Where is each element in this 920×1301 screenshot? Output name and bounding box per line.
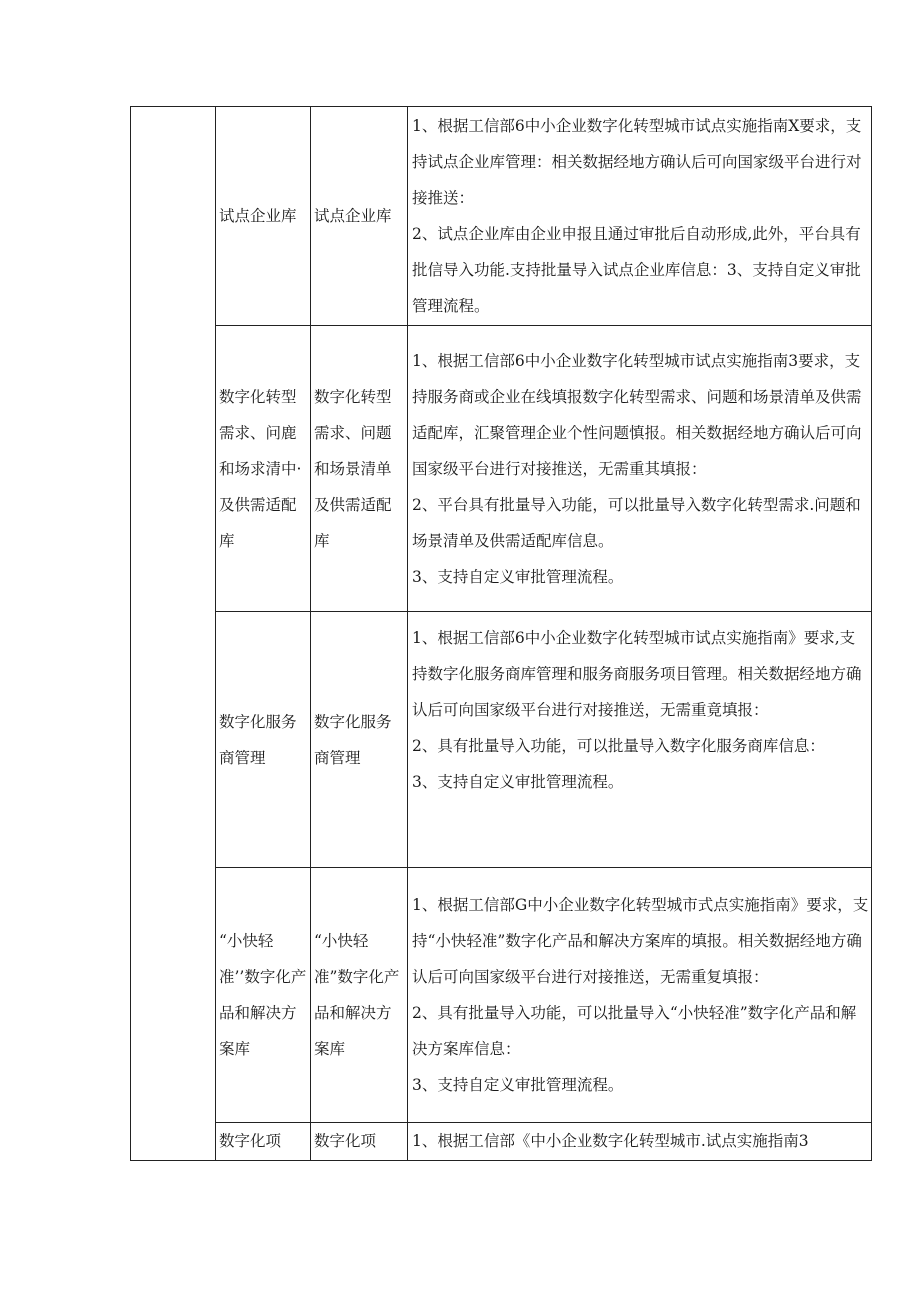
- function-name-cell: [311, 107, 408, 326]
- requirement-text: [408, 1123, 871, 1159]
- requirement-cell: [408, 1123, 872, 1161]
- requirement-item: 3、支持自定义审批管理流程。: [412, 773, 624, 791]
- module-name: 数字化项: [219, 1132, 282, 1150]
- category-cell: [131, 107, 216, 1161]
- table-row: [131, 326, 872, 612]
- requirement-item: 1、根据工信部6中小企业数字化转型城市试点实施指南3要求，支持服务商或企业在线填报数字化转型需求、问题和场景清单及供需适配库，汇聚管理企业个性问题慎报。相关数据经地方确认后可向国家级平台进行对接推送，无需重其填报：: [412, 351, 862, 478]
- module-name: 数字化转型需求、问鹿和场求清中·及供需适配库: [219, 387, 302, 550]
- requirement-item: 2、具有批量导入功能，可以批量导入“小快轻准”数字化产品和解决方案库信息：: [412, 1004, 857, 1058]
- requirement-item: 2、具有批量导入功能，可以批量导入数字化服务商库信息：: [412, 737, 825, 755]
- module-name-cell: [216, 1123, 311, 1161]
- requirement-item: 1、根据工信部G中小企业数字化转型城市式点实施指南》要求，支持“小快轻准”数字化产品和解决方案库的填报。相关数据经地方确认后可向国家级平台进行对接推送，无需重复填报：: [412, 896, 869, 986]
- requirement-item: 1、根据工信部《中小企业数字化转型城市.试点实施指南3: [412, 1132, 809, 1150]
- function-name: 试点企业库: [314, 207, 392, 225]
- function-name: “小快轻准”数字化产品和解决方案库: [314, 932, 400, 1058]
- function-name-cell: [311, 1123, 408, 1161]
- function-name-cell: [311, 868, 408, 1123]
- requirement-cell: [408, 868, 872, 1123]
- requirement-text: [408, 887, 871, 1103]
- requirement-item: 2、试点企业库由企业申报且通过审批后自动形成,此外，平台具有批信导入功能.支持批量导入试点企业库信息：3、支持自定义审批管理流程。: [412, 225, 861, 315]
- function-name-cell: [311, 612, 408, 868]
- function-name: 数字化服务商管理: [314, 712, 392, 767]
- function-name: 数字化项: [314, 1132, 377, 1150]
- requirement-item: 3、支持自定义审批管理流程。: [412, 567, 624, 586]
- table-row: [131, 868, 872, 1123]
- table-row: [131, 1123, 872, 1161]
- requirement-cell: [408, 612, 872, 868]
- function-name-cell: [311, 326, 408, 612]
- requirement-text: [408, 343, 871, 595]
- requirement-text: [408, 612, 871, 800]
- module-name: 数字化服务商管理: [219, 712, 297, 767]
- module-name: 试点企业库: [219, 207, 297, 225]
- requirement-cell: [408, 107, 872, 326]
- module-name-cell: [216, 868, 311, 1123]
- requirement-cell: [408, 326, 872, 612]
- module-name-cell: [216, 107, 311, 326]
- function-name: 数字化转型需求、问题和场景清单及供需适配库: [314, 387, 392, 550]
- requirements-table: [130, 106, 872, 1161]
- module-name: “小快轻准’’数字化产品和解决方案库: [219, 932, 307, 1058]
- module-name-cell: [216, 612, 311, 868]
- table-row: [131, 612, 872, 868]
- requirement-item: 1、根据工信部6中小企业数字化转型城市试点实施指南》要求,支持数字化服务商库管理和服务商服务项目管理。相关数据经地方确认后可向国家级平台进行对接推送，无需重竟填报：: [412, 629, 862, 719]
- table-row: [131, 107, 872, 326]
- requirement-text: [408, 108, 871, 324]
- requirement-item: 2、平台具有批量导入功能，可以批量导入数字化转型需求.问题和场景清单及供需适配库信息。: [412, 495, 861, 550]
- requirement-item: 3、支持自定义审批管理流程。: [412, 1076, 624, 1094]
- module-name-cell: [216, 326, 311, 612]
- requirement-item: 1、根据工信部6中小企业数字化转型城市试点实施指南X要求，支持试点企业库管理：相关数据经地方确认后可向国家级平台进行对接推送：: [412, 117, 862, 207]
